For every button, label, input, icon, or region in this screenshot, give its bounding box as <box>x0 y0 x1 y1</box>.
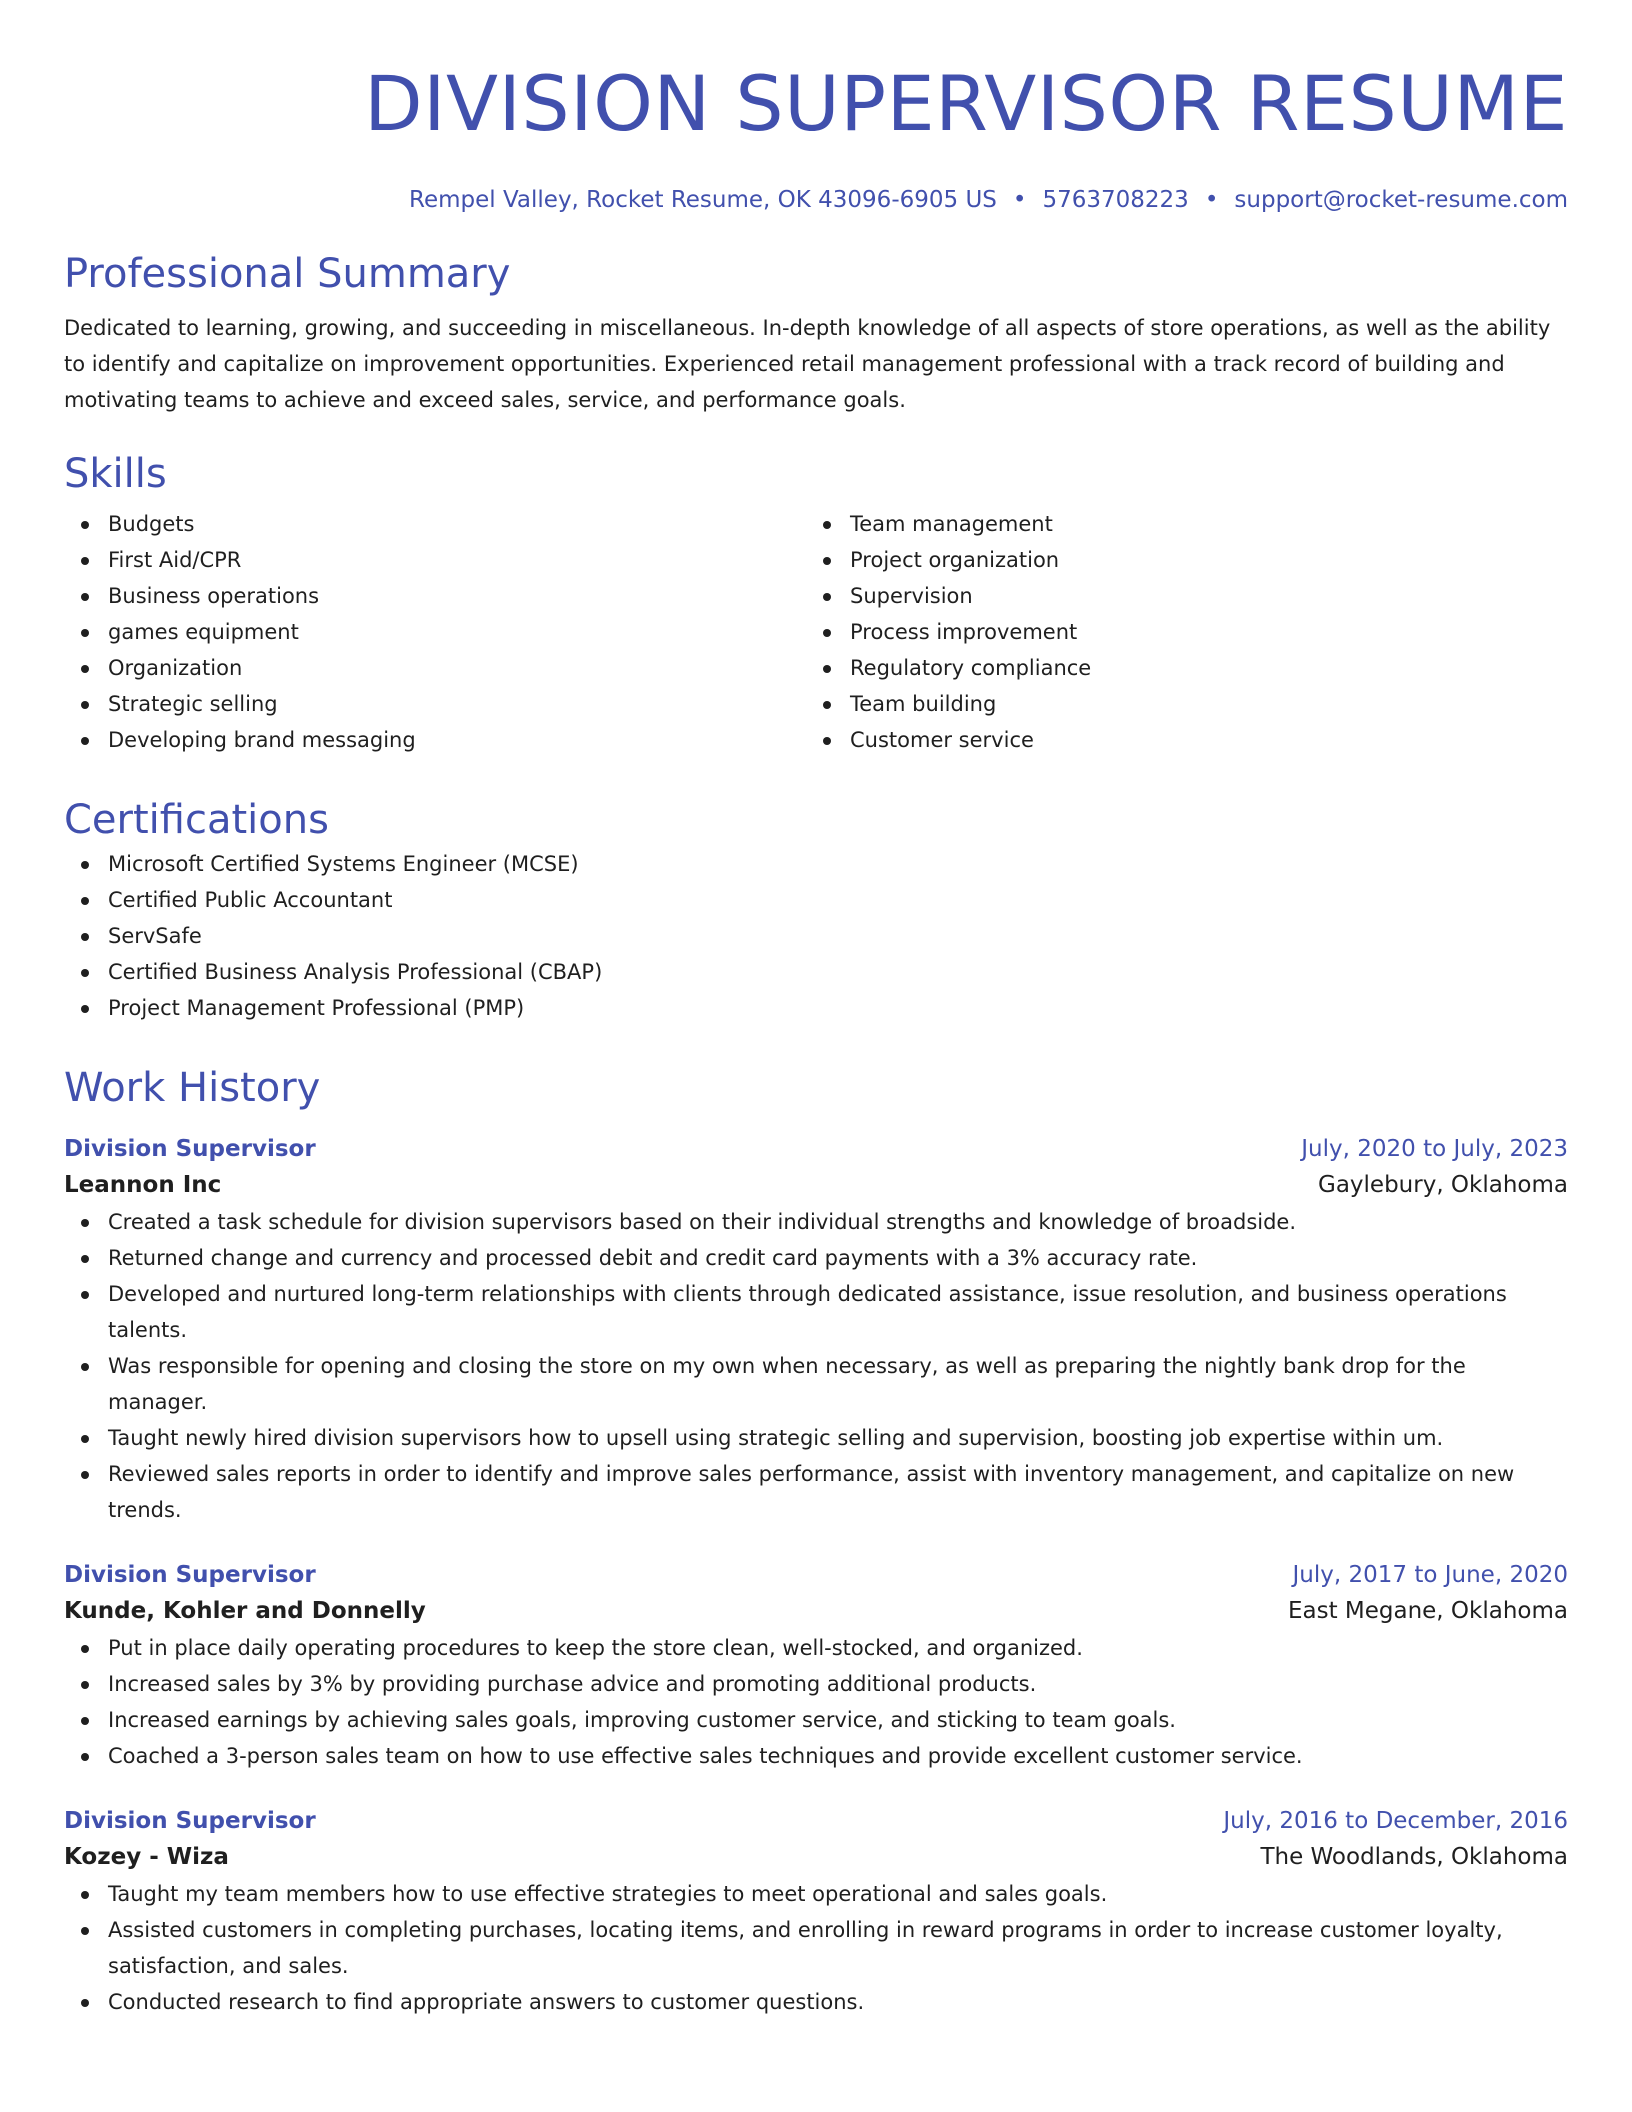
skill-item: games equipment <box>64 614 806 650</box>
job-bullet: Developed and nurtured long-term relationships with clients through dedicated assistance, issue resolution, and business operations talents. <box>64 1276 1568 1348</box>
job-header <box>64 1804 1568 1838</box>
job-title: Division Supervisor <box>64 1136 316 1162</box>
skill-item: Team building <box>806 686 1548 722</box>
job-employer <box>64 1592 1568 1630</box>
contact-separator: • <box>1012 187 1027 213</box>
job-bullet: Increased sales by 3% by providing purchase advice and promoting additional products. <box>64 1666 1568 1702</box>
skills-column-right <box>806 506 1548 758</box>
job-dates: July, 2017 to June, 2020 <box>1292 1562 1568 1588</box>
job-bullet: Conducted research to find appropriate answers to customer questions. <box>64 1984 1568 2020</box>
skill-item: Customer service <box>806 722 1548 758</box>
job-bullet: Returned change and currency and processed debit and credit card payments with a 3% accuracy rate. <box>64 1240 1568 1276</box>
job-bullet: Taught my team members how to use effective strategies to meet operational and sales goals. <box>64 1876 1568 1912</box>
job-bullets <box>64 1630 1568 1774</box>
job-header <box>64 1132 1568 1166</box>
skill-item: Organization <box>64 650 806 686</box>
job-dates: July, 2020 to July, 2023 <box>1301 1136 1568 1162</box>
certification-item: Microsoft Certified Systems Engineer (MCSE) <box>64 846 1568 882</box>
certifications-list <box>64 846 1568 1026</box>
job-bullet: Was responsible for opening and closing the store on my own when necessary, as well as preparing the nightly bank drop for the manager. <box>64 1348 1568 1420</box>
contact-separator: • <box>1204 187 1219 213</box>
skill-item: Project organization <box>806 542 1548 578</box>
job-entry <box>64 1558 1568 1774</box>
job-company: Leannon Inc <box>64 1172 222 1198</box>
job-bullet: Put in place daily operating procedures to keep the store clean, well-stocked, and organized. <box>64 1630 1568 1666</box>
job-title: Division Supervisor <box>64 1808 316 1834</box>
summary-text: Dedicated to learning, growing, and succeeding in miscellaneous. In-depth knowledge of all aspects of store operations, as well as the ability to identify and capitalize on improvement opportunities. Experienced retail management professional with a track record of building and motivating teams to achieve and exceed sales, service, and performance goals. <box>64 316 1551 412</box>
job-entry <box>64 1804 1568 2020</box>
job-bullet: Increased earnings by achieving sales goals, improving customer service, and sticking to team goals. <box>64 1702 1568 1738</box>
skill-item: Process improvement <box>806 614 1548 650</box>
work-history-heading: Work History <box>64 1065 321 1111</box>
contact-line <box>64 184 1568 216</box>
resume-title: DIVISION SUPERVISOR RESUME <box>364 59 1568 148</box>
certification-item: ServSafe <box>64 918 1568 954</box>
job-bullet: Assisted customers in completing purchases, locating items, and enrolling in reward programs in order to increase customer loyalty, satisfaction, and sales. <box>64 1912 1568 1984</box>
job-bullet: Reviewed sales reports in order to identify and improve sales performance, assist with inventory management, and capitalize on new trends. <box>64 1456 1568 1528</box>
job-entry <box>64 1132 1568 1528</box>
skill-item: Budgets <box>64 506 806 542</box>
skill-item: First Aid/CPR <box>64 542 806 578</box>
contact-phone: 5763708223 <box>1042 187 1189 213</box>
skill-item: Strategic selling <box>64 686 806 722</box>
skills-list-right <box>806 506 1548 758</box>
resume-page <box>64 0 1568 2020</box>
job-title: Division Supervisor <box>64 1562 316 1588</box>
certification-item: Certified Business Analysis Professional (CBAP) <box>64 954 1568 990</box>
job-bullet: Coached a 3-person sales team on how to use effective sales techniques and provide excellent customer service. <box>64 1738 1568 1774</box>
job-header <box>64 1558 1568 1592</box>
job-location: Gaylebury, Oklahoma <box>1318 1172 1568 1198</box>
certifications-heading: Certifications <box>64 797 329 843</box>
job-bullets <box>64 1204 1568 1528</box>
job-employer <box>64 1166 1568 1204</box>
job-bullet: Taught newly hired division supervisors how to upsell using strategic selling and supervision, boosting job expertise within um. <box>64 1420 1568 1456</box>
job-bullets <box>64 1876 1568 2020</box>
job-company: Kunde, Kohler and Donnelly <box>64 1598 426 1624</box>
job-employer <box>64 1838 1568 1876</box>
skill-item: Regulatory compliance <box>806 650 1548 686</box>
job-location: East Megane, Oklahoma <box>1287 1598 1568 1624</box>
skill-item: Developing brand messaging <box>64 722 806 758</box>
skill-item: Business operations <box>64 578 806 614</box>
certification-item: Project Management Professional (PMP) <box>64 990 1568 1026</box>
skills-column-left <box>64 506 806 758</box>
contact-email[interactable]: support@rocket-resume.com <box>1234 187 1568 213</box>
skills-grid <box>64 506 1568 758</box>
job-location: The Woodlands, Oklahoma <box>1260 1844 1568 1870</box>
skill-item: Supervision <box>806 578 1548 614</box>
skills-list-left <box>64 506 806 758</box>
skills-heading: Skills <box>64 451 167 497</box>
summary-heading: Professional Summary <box>64 251 511 297</box>
job-company: Kozey - Wiza <box>64 1844 229 1870</box>
contact-address: Rempel Valley, Rocket Resume, OK 43096-6905 US <box>409 187 997 213</box>
job-dates: July, 2016 to December, 2016 <box>1223 1808 1568 1834</box>
certification-item: Certified Public Accountant <box>64 882 1568 918</box>
job-bullet: Created a task schedule for division supervisors based on their individual strengths and knowledge of broadside. <box>64 1204 1568 1240</box>
skill-item: Team management <box>806 506 1548 542</box>
